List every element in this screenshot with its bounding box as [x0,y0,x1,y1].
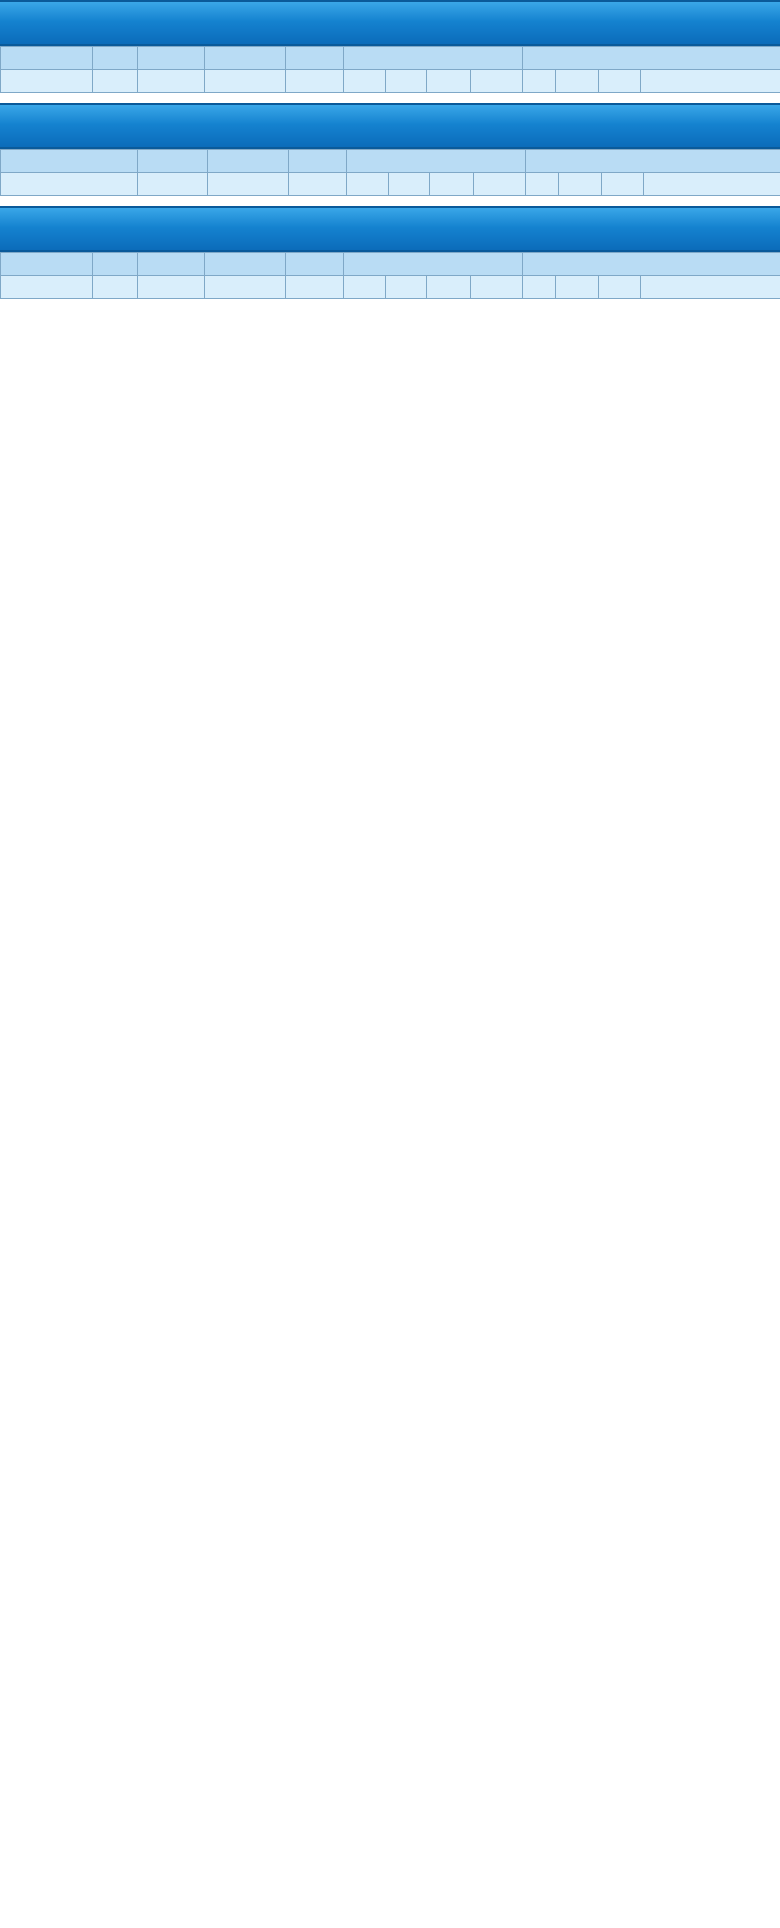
header-hfe-max [386,276,427,299]
header-ic [138,150,208,173]
header-vcesat [526,150,780,173]
header-ic [93,253,138,276]
header-package-style [644,173,780,196]
header-blank [286,276,344,299]
header-blank [208,173,289,196]
header-hfe-vce [471,276,523,299]
header-hfe-max [389,173,430,196]
transistor-section-3 [0,206,780,299]
header-model [1,253,93,276]
header-package-style [641,276,780,299]
header-sat-ib [599,70,641,93]
transistor-table-3 [0,252,780,299]
header-blank [289,173,347,196]
header-hfe-ic [430,173,474,196]
header-pd [286,253,344,276]
header-blank [286,70,344,93]
header-blank [1,70,93,93]
header-hfe-vce [474,173,526,196]
header-hfe-min [347,173,389,196]
header-vcbo [138,47,205,70]
header-blank [93,70,138,93]
header-pd [286,47,344,70]
header-blank [1,173,138,196]
header-hfe-ic [427,70,471,93]
section-gap [0,93,780,103]
header-hfe [344,47,523,70]
header-blank [93,276,138,299]
section-gap [0,196,780,206]
header-hfe-vce [471,70,523,93]
header-sat-ic [556,276,599,299]
header-hfe [344,253,523,276]
header-blank [138,276,205,299]
section-banner [0,103,780,149]
header-pd [289,150,347,173]
transistor-section-1 [0,0,780,93]
header-sat-ic [556,70,599,93]
header-sat-v [523,70,556,93]
header-blank [138,70,205,93]
header-hfe-min [344,276,386,299]
header-vceo [208,150,289,173]
header-package-style [641,70,780,93]
header-hfe-max [386,70,427,93]
header-model [1,47,93,70]
header-hfe-ic [427,276,471,299]
header-vcesat [523,47,780,70]
header-blank [138,173,208,196]
header-vceo [205,253,286,276]
header-hfe-min [344,70,386,93]
header-sat-ic [559,173,602,196]
header-hfe [347,150,526,173]
header-blank [205,276,286,299]
header-sat-ib [602,173,644,196]
header-model [1,150,138,173]
header-vceo [205,47,286,70]
section-banner [0,206,780,252]
section-banner [0,0,780,46]
header-blank [1,276,93,299]
header-vcesat [523,253,780,276]
header-sat-ib [599,276,641,299]
header-sat-v [526,173,559,196]
transistor-table-2 [0,149,780,196]
header-sat-v [523,276,556,299]
header-blank [205,70,286,93]
transistor-table-1 [0,46,780,93]
header-vcbo [138,253,205,276]
header-ic [93,47,138,70]
transistor-section-2 [0,103,780,196]
